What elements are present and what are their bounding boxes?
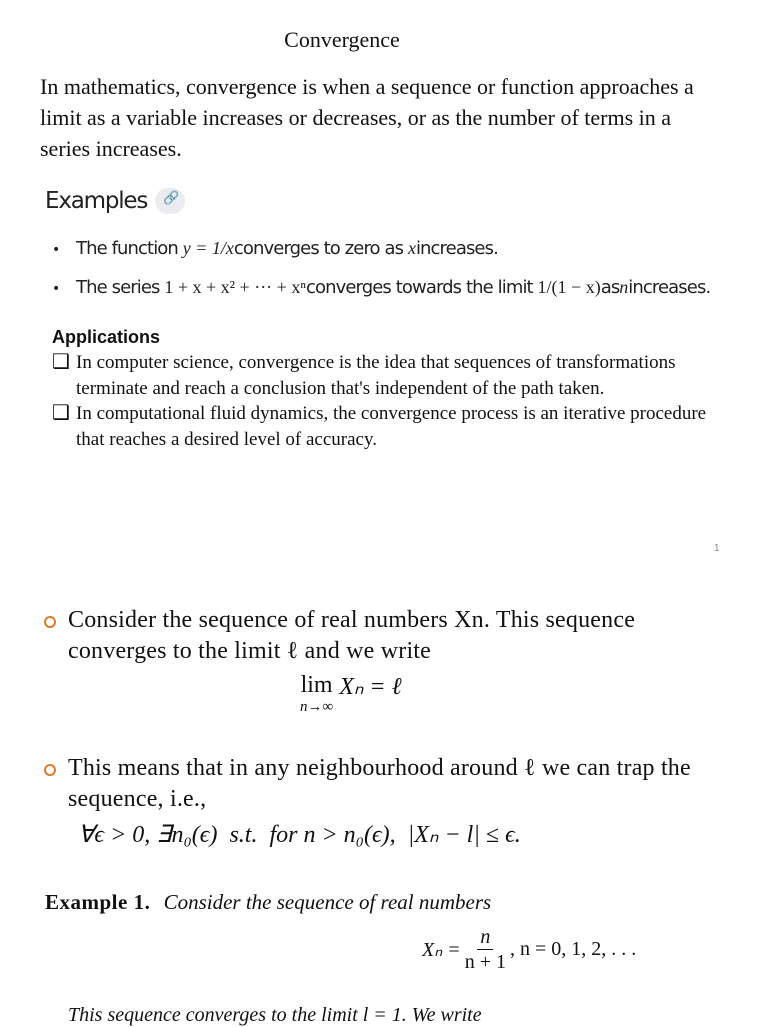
page-number: 1 <box>714 543 720 554</box>
epsilon-formula: ∀ϵ > 0, ∃n₀(ϵ) s.t. for n > n₀(ϵ), |Xₙ − l| ≤ ϵ. <box>78 822 521 848</box>
sequence-formula: Xₙ = $\frac{n}{n + 1}$ , n = 0, 1, 2, . . . <box>422 926 637 973</box>
applications-list <box>52 350 732 452</box>
checkbox-bullet-icon: ❑ <box>52 402 70 424</box>
list-item: • The series 1 + x + x² + ··· + xⁿ converges towards the limit 1/(1 − x) as n increases. <box>52 277 711 298</box>
example-1-heading <box>45 890 491 915</box>
slide-bullet-2: This means that in any neighbourhood around ℓ we can trap the sequence, i.e., <box>44 753 734 815</box>
limit-formula <box>300 672 402 715</box>
link-icon: 🔗 <box>163 191 179 206</box>
circle-bullet-icon <box>44 764 56 776</box>
page-title: Convergence <box>284 27 400 52</box>
math-expression: 1/(1 − x) <box>537 277 601 297</box>
math-variable: n <box>619 277 629 297</box>
list-item: ❑ In computer science, convergence is the idea that sequences of transformations terminate and reach a conclusion that's independent of the path taken. <box>52 350 732 401</box>
math-expression: 1 + x + x² + ··· + xⁿ <box>164 277 306 297</box>
examples-heading <box>45 188 185 214</box>
fraction-denominator: n + 1 <box>464 951 506 973</box>
math-expression: y = 1/x <box>182 238 234 258</box>
example-continuation: This sequence converges to the limit l = 1. We write <box>68 1004 482 1026</box>
bullet-icon: • <box>52 281 60 297</box>
applications-heading: Applications <box>52 327 161 347</box>
intro-paragraph: In mathematics, convergence is when a sequence or function approaches a limit as a variable increases or decreases, or as the number of terms in a series increases. <box>40 74 694 161</box>
example-text: Consider the sequence of real numbers <box>163 890 492 914</box>
fraction-numerator: n <box>477 925 493 950</box>
fraction <box>465 925 506 974</box>
bullet-icon: • <box>52 242 60 258</box>
section-link-button[interactable] <box>155 188 185 214</box>
lim-operator: lim <box>300 672 333 698</box>
checkbox-bullet-icon: ❑ <box>52 351 70 373</box>
examples-list <box>52 238 710 316</box>
list-item: ❑ In computational fluid dynamics, the convergence process is an iterative procedure that reaches a desired level of accuracy. <box>52 401 732 452</box>
math-variable: x <box>407 238 416 258</box>
lim-subscript: n→∞ <box>300 699 334 715</box>
limit-expression: Xₙ = ℓ <box>339 674 402 700</box>
circle-bullet-icon <box>44 616 56 628</box>
list-item: • The function y = 1/x converges to zero as x increases. <box>52 238 498 259</box>
example-label: Example 1. <box>45 890 151 914</box>
slide-bullet-1: Consider the sequence of real numbers Xn. This sequence converges to the limit ℓ and we write <box>44 605 734 667</box>
examples-heading-text: Examples <box>45 188 148 214</box>
